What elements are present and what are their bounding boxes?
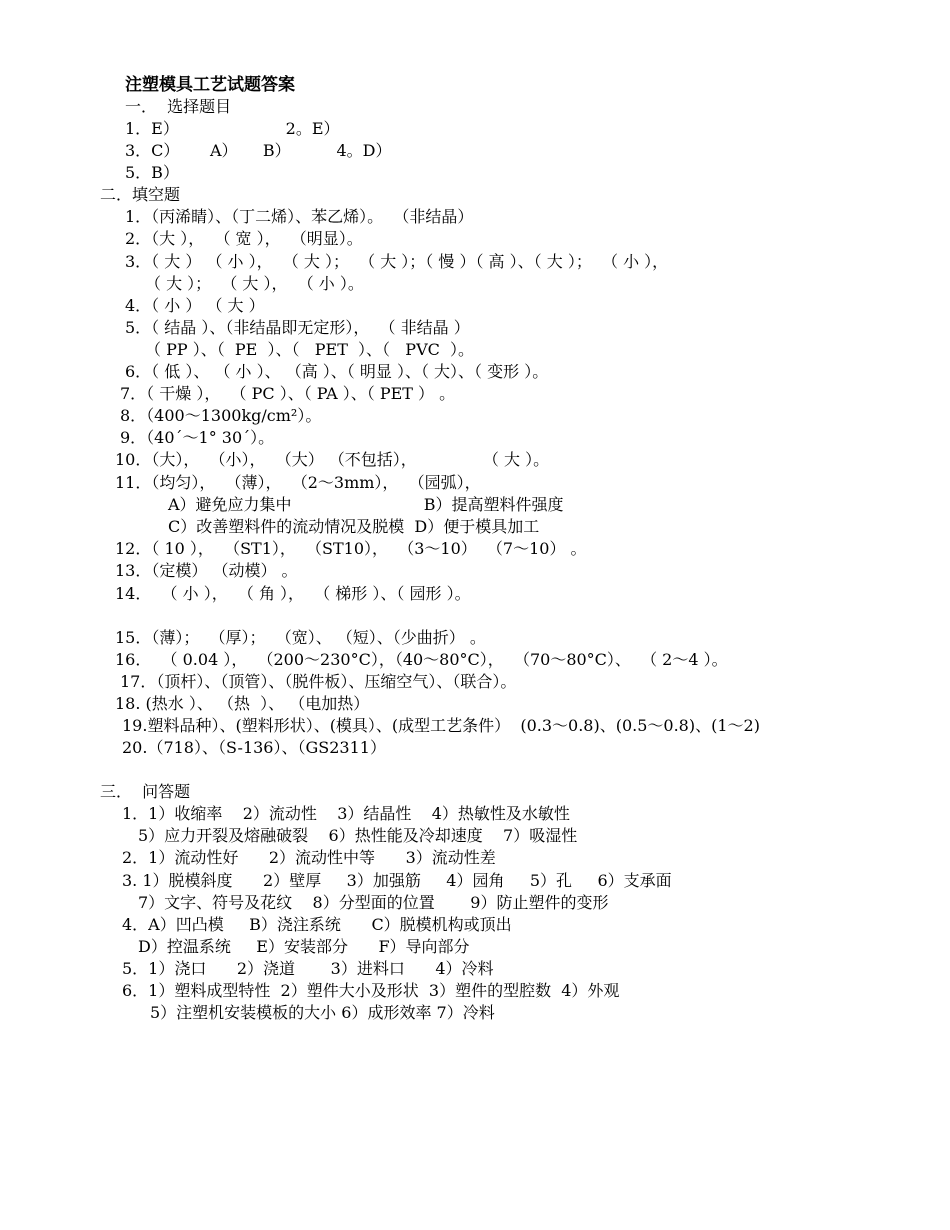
s2-line-12: 10．（大）， （小）， （大） （不包括）， （ 大 ）。 — [115, 450, 550, 469]
s1-line-1: 1．E） 2。E） — [125, 119, 340, 138]
section-3-heading: 三． 问答题 — [100, 782, 191, 801]
s2-line-19: 15．（薄）； （厚）； （宽）、 （短）、（少曲折） 。 — [115, 628, 486, 647]
s3-line-10: 5）注塑机安装模板的大小 6）成形效率 7）冷料 — [150, 1003, 495, 1022]
s2-line-17: 13．（定模） （动模） 。 — [115, 561, 298, 580]
s3-line-1: 1．1）收缩率 2）流动性 3）结晶性 4）热敏性及水敏性 — [122, 804, 570, 823]
section-1-heading: 一． 选择题目 — [125, 97, 232, 116]
s3-line-5: 7）文字、符号及花纹 8）分型面的位置 9）防止塑件的变形 — [138, 893, 609, 912]
s3-line-7: D）控温系统 E）安装部分 F）导向部分 — [138, 937, 470, 956]
s1-line-2: 3．C） A） B） 4。D） — [125, 141, 392, 160]
s2-line-10: 8．（400～1300kg/cm²）。 — [120, 406, 322, 425]
s2-line-15: C）改善塑料件的流动情况及脱模 D）便于模具加工 — [168, 517, 540, 536]
s2-line-6: 5．（ 结晶 ）、（非结晶即无定形）， （ 非结晶 ） — [125, 318, 470, 337]
s3-line-4: 3. 1）脱模斜度 2）壁厚 3）加强筋 4）园角 5）孔 6）支承面 — [122, 871, 672, 890]
s2-line-21: 17．（顶杆）、（顶管）、（脱件板）、压缩空气）、（联合）。 — [120, 672, 517, 691]
s2-line-22: 18. (热水 ）、 （热 ）、 （电加热） — [115, 694, 370, 713]
s2-line-5: 4．（ 小 ） （ 大 ） — [125, 296, 265, 315]
page-title: 注塑模具工艺试题答案 — [125, 75, 295, 95]
s2-line-7: （ PP ）、（ PE ）、（ PET ）、（ PVC ）。 — [145, 340, 475, 359]
s2-line-3: 3．（ 大 ） （ 小 ）， （ 大 ）； （ 大 ）；（ 慢 ）（ 高 ）、（ 大 ）； （ 小 ）， — [125, 252, 669, 271]
s2-line-11: 9．（40´～1° 30´）。 — [120, 428, 275, 447]
s2-line-4: （ 大 ）； （ 大 ）， （ 小 ）。 — [145, 274, 364, 293]
s2-line-1: 1．（丙浠睛）、（丁二烯）、苯乙烯）。 （非结晶） — [125, 207, 474, 226]
s3-line-6: 4．A）凹凸模 B）浇注系统 C）脱模机构或顶出 — [122, 915, 512, 934]
s3-line-2: 5）应力开裂及熔融破裂 6）热性能及冷却速度 7）吸湿性 — [138, 826, 578, 845]
s2-line-18: 14． （ 小 ）， （ 角 ）， （ 梯形 ）、（ 园形 ）。 — [115, 584, 471, 603]
s2-line-24: 20.（718）、（S-136）、（GS2311） — [122, 738, 386, 757]
s2-line-2: 2．（大 ）， （ 宽 ）， （明显）。 — [125, 229, 363, 248]
section-2-heading: 二．填空题 — [100, 185, 181, 204]
s3-line-8: 5．1）浇口 2）浇道 3）进料口 4）冷料 — [122, 959, 494, 978]
s1-line-3: 5．B） — [125, 163, 179, 182]
s2-line-20: 16． （ 0.04 ）， （200～230°C），（40～80°C）， （70～80°C）、 （ 2～4 ）。 — [115, 650, 728, 669]
s2-line-16: 12．（ 10 ）， （ST1）， （ST10）， （3～10） （7～10） 。 — [115, 539, 587, 558]
s2-line-23: 19.塑料品种）、(塑料形状）、(模具）、(成型工艺条件） (0.3～0.8)、(0.5～0.8)、(1～2) — [122, 716, 760, 735]
s2-line-13: 11．（均匀）， （薄）， （2～3mm）， （园弧）， — [115, 473, 481, 492]
s2-line-9: 7．（ 干燥 ）， （ PC ）、（ PA ）、（ PET ） 。 — [120, 384, 456, 403]
s2-line-8: 6．（ 低 ）、 （ 小 ）、 （高 ）、（ 明显 ）、（ 大）、（ 变形 ）。 — [125, 362, 549, 381]
s2-line-14: A）避免应力集中 B）提高塑料件强度 — [168, 495, 564, 514]
s3-line-9: 6．1）塑料成型特性 2）塑件大小及形状 3）塑件的型腔数 4）外观 — [122, 981, 620, 1000]
s3-line-3: 2．1）流动性好 2）流动性中等 3）流动性差 — [122, 848, 496, 867]
